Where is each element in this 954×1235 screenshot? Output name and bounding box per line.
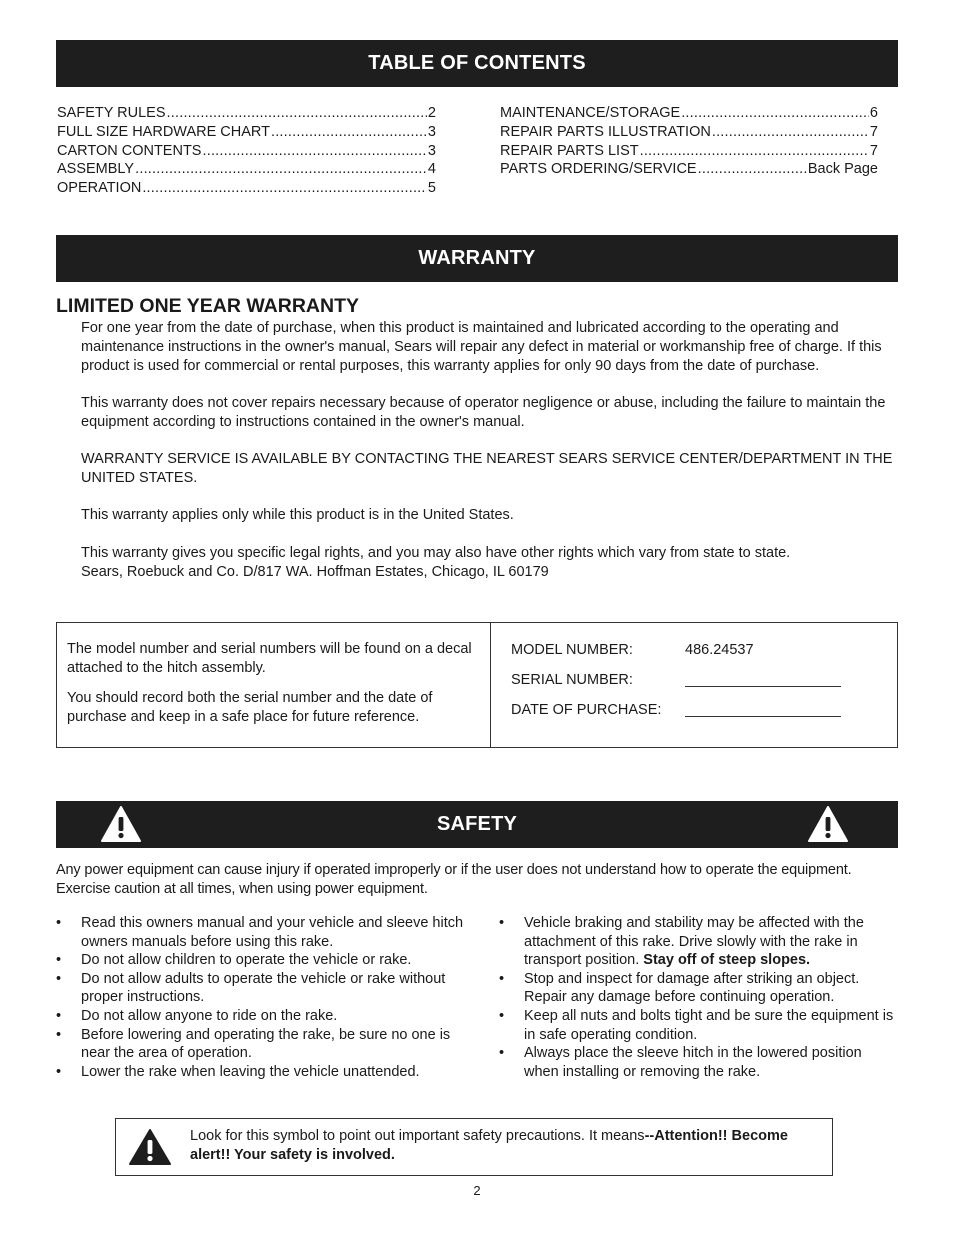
toc-page: 3	[427, 142, 436, 159]
toc-entry[interactable]	[57, 104, 436, 123]
record-note: The model number and serial numbers will be found on a decal attached to the hitch assembly.	[67, 641, 472, 676]
toc-entry[interactable]	[57, 179, 436, 198]
safety-rules-left	[56, 914, 468, 1081]
toc-page: 6	[869, 105, 878, 121]
toc-label: CARTON CONTENTS	[57, 142, 202, 159]
warranty-paragraph: This warranty applies only while this product is in the United States.	[81, 507, 514, 524]
warning-triangle-icon	[100, 805, 142, 843]
toc-page: Back Page	[807, 161, 878, 178]
safety-rule: • Do not allow children to operate the vehicle or rake.	[56, 951, 468, 970]
warranty-paragraph: WARRANTY SERVICE IS AVAILABLE BY CONTACTING THE NEAREST SEARS SERVICE CENTER/DEPARTMENT IN THE UNITED STATES.	[81, 451, 893, 486]
toc-label: SAFETY RULES	[57, 105, 166, 121]
toc-label: OPERATION	[57, 180, 142, 197]
toc-left-column	[57, 104, 436, 198]
warning-triangle-icon	[807, 805, 849, 843]
warranty-title: WARRANTY	[418, 247, 536, 269]
toc-label: REPAIR PARTS ILLUSTRATION	[500, 123, 711, 140]
sears-address: Sears, Roebuck and Co. D/817 WA. Hoffman Estates, Chicago, IL 60179	[81, 563, 549, 580]
safety-rule-emphasis: Stay off of steep slopes.	[643, 952, 811, 969]
toc-entry[interactable]	[500, 123, 878, 142]
serial-number-row	[511, 672, 841, 688]
toc-label: ASSEMBLY	[57, 161, 135, 178]
record-instructions	[57, 623, 491, 747]
safety-rule: • Lower the rake when leaving the vehicle unattended.	[56, 1063, 468, 1082]
safety-symbol-text	[190, 1127, 830, 1165]
toc-label: PARTS ORDERING/SERVICE	[500, 161, 697, 178]
warranty-paragraph: For one year from the date of purchase, when this product is maintained and lubricated according to the operating and maintenance instructions in the owner's manual, Sears will repair any defect in material or workmanship free of charge. If this product is used for commercial or rental purposes, this warranty applies for only 90 days from the date of purchase.	[81, 320, 882, 374]
warning-triangle-icon	[128, 1128, 172, 1166]
record-note: You should record both the serial number and the date of purchase and keep in a safe place for future reference.	[67, 690, 433, 725]
toc-page: 7	[869, 123, 878, 140]
safety-rule-text: Vehicle braking and stability may be affected with the attachment of this rake. Drive slowly with the rake in transport position.	[524, 915, 864, 969]
safety-symbol-note	[115, 1118, 833, 1176]
toc-entry[interactable]	[500, 104, 878, 123]
safety-rule: • Before lowering and operating the rake, be sure no one is near the area of operation.	[56, 1026, 468, 1063]
toc-title: TABLE OF CONTENTS	[368, 52, 586, 74]
serial-number-label: SERIAL NUMBER:	[511, 672, 633, 688]
warranty-body	[81, 319, 901, 581]
safety-intro: Any power equipment can cause injury if operated improperly or if the user does not understand how to operate the equipment. Exercise caution at all times, when using power equipment.	[56, 862, 852, 897]
safety-header-bar	[56, 801, 898, 848]
safety-rule: • Always place the sleeve hitch in the lowered position when installing or removing the rake.	[499, 1044, 899, 1081]
model-number-label: MODEL NUMBER:	[511, 642, 633, 658]
toc-entry[interactable]	[500, 142, 878, 161]
toc-right-column	[500, 104, 878, 179]
warranty-rights-text: This warranty gives you specific legal rights, and you may also have other rights which vary from state to state.	[81, 544, 791, 561]
safety-rule: • Keep all nuts and bolts tight and be sure the equipment is in safe operating condition.	[499, 1007, 899, 1044]
safety-rule: • Do not allow adults to operate the vehicle or rake without proper instructions.	[56, 970, 468, 1007]
toc-label: FULL SIZE HARDWARE CHART	[57, 123, 270, 140]
toc-entry[interactable]	[57, 123, 436, 142]
model-number-row	[511, 642, 841, 658]
toc-entry[interactable]	[57, 142, 436, 161]
safety-rule: • Stop and inspect for damage after striking an object. Repair any damage before continuing operation.	[499, 970, 899, 1007]
toc-entry[interactable]	[500, 160, 878, 179]
safety-rules-right	[499, 914, 899, 1081]
safety-rule: • Read this owners manual and your vehicle and sleeve hitch owners manuals before using this rake.	[56, 914, 468, 951]
warranty-paragraph	[81, 544, 901, 582]
purchase-date-row	[511, 702, 841, 718]
safety-symbol-meaning: Look for this symbol to point out important safety precautions. It means	[190, 1128, 645, 1144]
warranty-paragraph: This warranty does not cover repairs necessary because of operator negligence or abuse, including the failure to maintain the equipment according to instructions contained in the owner's manual.	[81, 394, 886, 430]
serial-number-field[interactable]	[685, 672, 841, 687]
toc-page: 7	[869, 142, 878, 159]
toc-page: 4	[427, 161, 436, 178]
warranty-header-bar	[56, 235, 898, 282]
toc-page: 5	[427, 180, 436, 197]
purchase-date-label: DATE OF PURCHASE:	[511, 702, 662, 718]
model-number-value: 486.24537	[685, 642, 754, 658]
page-number: 2	[473, 1183, 481, 1198]
safety-symbol-alert: --Attention!! Become alert!! Your safety is involved.	[190, 1128, 788, 1163]
warranty-heading: LIMITED ONE YEAR WARRANTY	[56, 295, 359, 317]
safety-rule	[499, 914, 899, 970]
record-fields	[491, 623, 897, 747]
toc-label: MAINTENANCE/STORAGE	[500, 105, 681, 121]
safety-title: SAFETY	[436, 813, 518, 835]
toc-entry[interactable]	[57, 160, 436, 179]
toc-page: 2	[427, 105, 436, 121]
purchase-date-field[interactable]	[685, 702, 841, 717]
toc-page: 3	[427, 123, 436, 140]
toc-label: REPAIR PARTS LIST	[500, 142, 639, 159]
toc-header-bar	[56, 40, 898, 87]
safety-rule: • Do not allow anyone to ride on the rake.	[56, 1007, 468, 1026]
product-record-box	[56, 622, 898, 748]
